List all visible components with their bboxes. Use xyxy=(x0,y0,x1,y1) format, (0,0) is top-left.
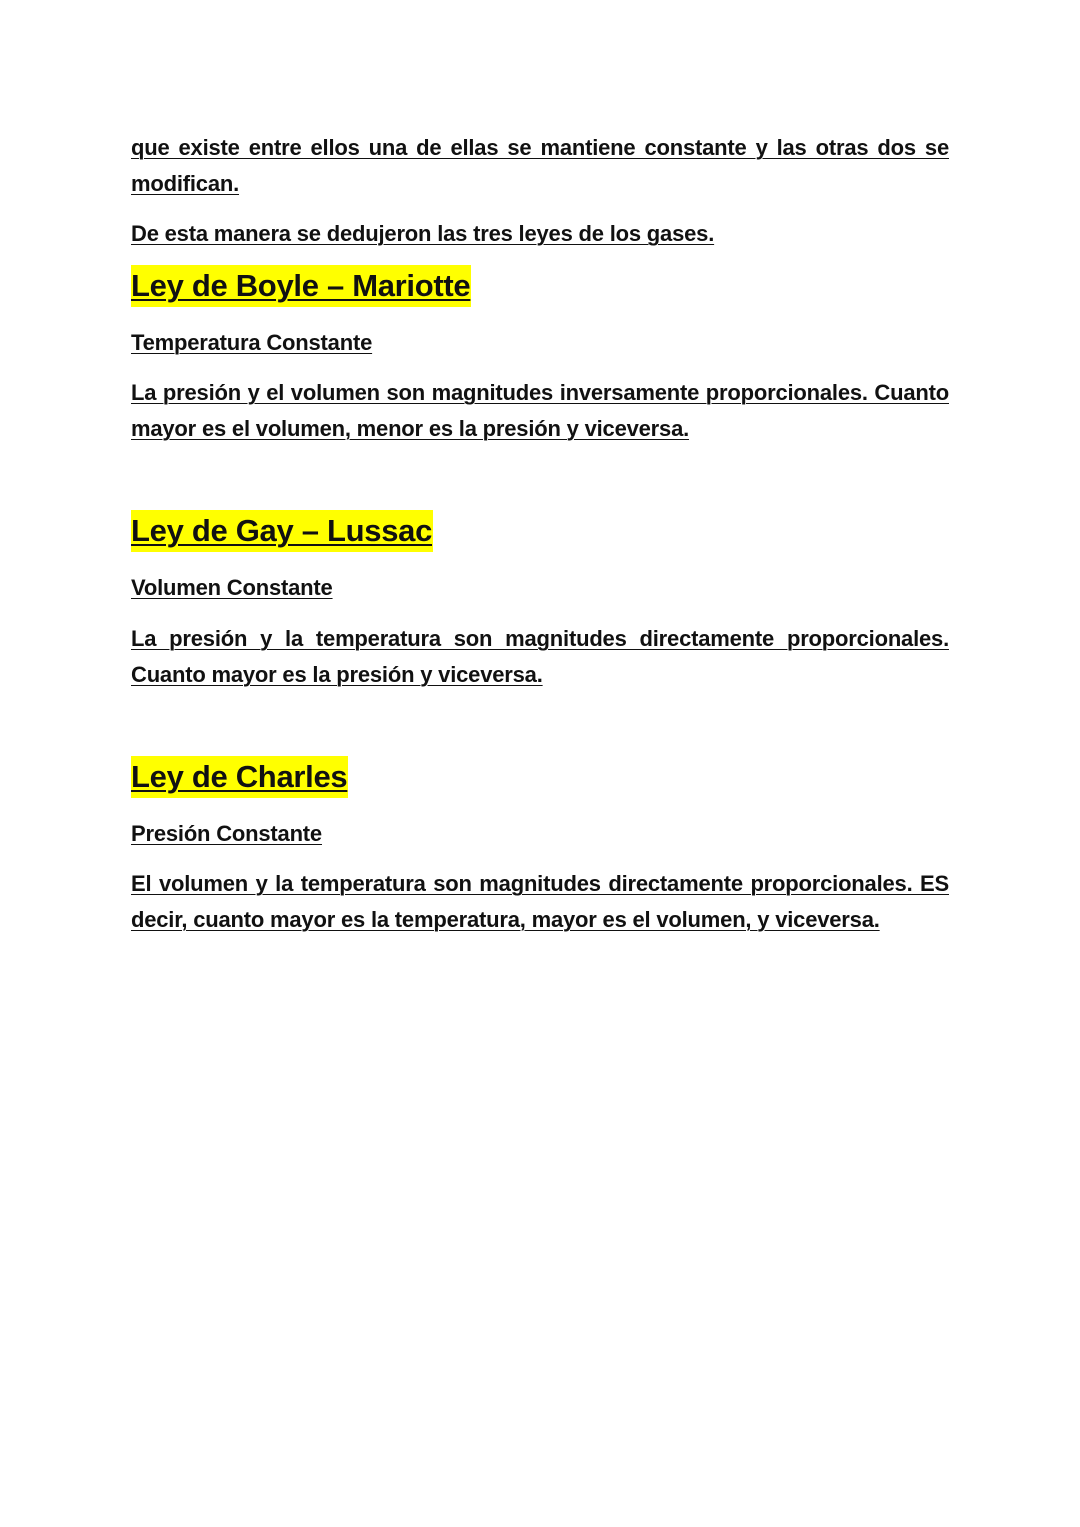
law-condition-subheading: Temperatura Constante xyxy=(131,330,373,355)
law-description-paragraph: El volumen y la temperatura son magnitudes directamente proporcionales. ES decir, cuanto mayor es la temperatura, mayor es el volumen, y viceversa. xyxy=(131,871,949,932)
law-condition-subheading: Volumen Constante xyxy=(131,575,333,600)
law-description-paragraph: La presión y el volumen son magnitudes inversamente proporcionales. Cuanto mayor es el volumen, menor es la presión y viceversa. xyxy=(131,380,949,441)
intro-summary-paragraph: De esta manera se dedujeron las tres leyes de los gases. xyxy=(131,221,715,246)
law-description-paragraph: La presión y la temperatura son magnitudes directamente proporcionales. Cuanto mayor es la presión y viceversa. xyxy=(131,626,949,687)
law-title-heading: Ley de Boyle – Mariotte xyxy=(131,265,471,307)
law-title-heading: Ley de Gay – Lussac xyxy=(131,510,433,552)
intro-continuation-paragraph: que existe entre ellos una de ellas se mantiene constante y las otras dos se modifican. xyxy=(131,135,949,196)
law-condition-subheading: Presión Constante xyxy=(131,821,322,846)
law-title-heading: Ley de Charles xyxy=(131,756,348,798)
